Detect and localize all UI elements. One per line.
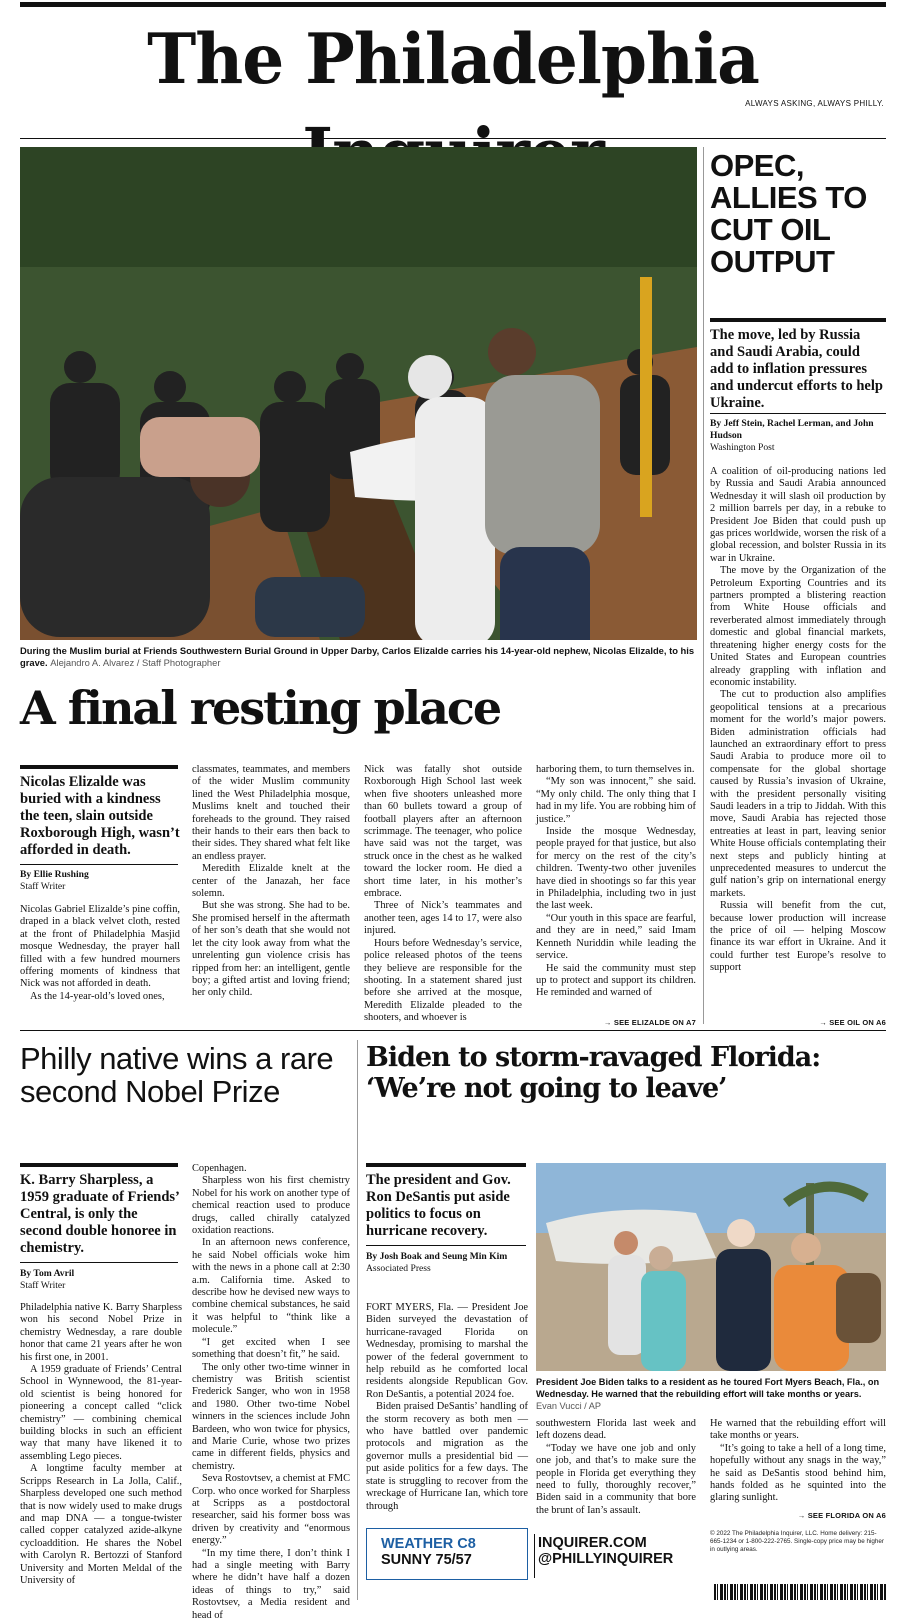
nobel-col1-p1: Philadelphia native K. Barry Sharpless won his second Nobel Prize in chemistry Wednesday, a rare double honor that came 21 years after he won his first one, in 2001. xyxy=(20,1302,182,1363)
lead-col1-p1: Nicolas Gabriel Elizalde’s pine coffin, draped in a black velvet cloth, rested at the front of Philadelphia Masjid mosque Wednesday, the prayer hall filled with a few hundred mourners offering moments of kindness that Nick was not afforded in death. xyxy=(20,904,180,990)
opec-byline-names: By Jeff Stein, Rachel Lerman, and John Hudson xyxy=(710,418,874,441)
nobel-col1-p3: A longtime faculty member at Scripps Research in La Jolla, Calif., Sharpless developed one such method that is now widely used to make drugs and map DNA — a tongue-twister called copper catalyzed azide-alkyne cycloaddition. He shares the Nobel with Carolyn R. Bertozzi of Stanford University and Morten Meldal of the University of xyxy=(20,1463,182,1586)
website-link[interactable]: INQUIRER.COM xyxy=(538,1535,647,1551)
nobel-byline-org: Staff Writer xyxy=(20,1280,66,1291)
masthead-title: The Philadelphia xyxy=(147,18,759,100)
lead-body-col1 xyxy=(20,904,180,1003)
masthead-rule xyxy=(20,138,886,139)
masthead-tagline: ALWAYS ASKING, ALWAYS PHILLY. xyxy=(745,99,884,108)
top-rule xyxy=(20,2,886,7)
biden-body-col2 xyxy=(536,1418,696,1517)
lead-col4-p5: He said the community must step up to protect and support its children. He reminded and warned of xyxy=(536,962,696,999)
lead-col4-p3: Inside the mosque Wednesday, people prayed for that justice, but also for mercy on the rest of the city’s children. Twenty-two other juveniles have died in shootings so far this year in Philadelphia, including two in just the last week. xyxy=(536,826,696,912)
nobel-col2-p4: “I get excited when I see something that doesn’t fit,” he said. xyxy=(192,1336,350,1361)
nobel-col2-p5: The only other two-time winner in chemistry was British scientist Frederick Sanger, who won in 1958 and 1980. Other two-time Nobel winners in the sciences include John Bardeen, who won twice for physics, and Marie Curie, whose two prizes came in different fields, physics and chemistry. xyxy=(192,1361,350,1472)
lead-caption-text: During the Muslim burial at Friends Southwestern Burial Ground in Upper Darby, Carlos Elizalde carries his 14-year-old nephew, Nicolas Elizalde, to his grave. xyxy=(20,645,695,668)
footer-divider xyxy=(534,1534,535,1578)
bottom-column-divider xyxy=(357,1040,358,1600)
opec-deck: The move, led by Russia and Saudi Arabia, could add to inflation pressures and undercut efforts to help Ukraine. xyxy=(710,327,883,411)
opec-jump-text: SEE OIL ON A6 xyxy=(829,1018,886,1027)
nobel-deck-rule-bottom xyxy=(20,1262,178,1263)
lead-col4-p4: “Our youth in this space are fearful, and they are in need,” said Imam Kenneth Nuriddin while leading the service. xyxy=(536,912,696,962)
lead-col4-p1: harboring them, to turn themselves in. xyxy=(536,764,695,775)
lead-body-col4 xyxy=(536,764,696,1000)
nobel-deck: K. Barry Sharpless, a 1959 graduate of Friends’ Central, is only the second double honoree in chemistry. xyxy=(20,1172,179,1256)
weather-box[interactable] xyxy=(366,1528,528,1580)
lead-col3-p1: Nick was fatally shot outside Roxborough High School last week when five shooters unleashed more than 60 bullets toward a group of football players after an afternoon scrimmage. The teenager, who police have said was not the target, was struck once in the chest as he walked toward the locker room. He died a short time later, in his mother’s embrace. xyxy=(364,764,522,900)
lead-jump-text: SEE ELIZALDE ON A7 xyxy=(613,1018,696,1027)
weather-value: SUNNY 75/57 xyxy=(381,1552,472,1568)
lead-deck-rule xyxy=(20,765,178,769)
lead-body-col2 xyxy=(192,764,350,1000)
biden-caption-text: President Joe Biden talks to a resident as he toured Fort Myers Beach, Fla., on Wednesday. He warned that the rebuilding effort will take months or years. xyxy=(536,1377,880,1399)
lead-byline-name: By Ellie Rushing xyxy=(20,869,89,880)
biden-col1-p1: FORT MYERS, Fla. — President Joe Biden surveyed the devastation of hurricane-ravaged Florida on Wednesday, promising to marshal the power of the federal government to help rebuild as he comforted local residents alongside Republican Gov. Ron DeSantis, a potential 2024 foe. xyxy=(366,1302,528,1400)
opec-p4: Russia will benefit from the cut, because lower production will increase the price of oil — helping Moscow finance its war effort in Ukraine. And it could further test Europe’s resolve to support xyxy=(710,900,886,974)
nobel-body-col1 xyxy=(20,1302,182,1587)
nobel-col2-p2: Sharpless won his first chemistry Nobel for his work on another type of chemical reaction used to produce drugs, called chirally catalyzed oxidation reactions. xyxy=(192,1175,350,1237)
biden-deck-rule-bottom xyxy=(366,1245,526,1246)
lead-col4-p2: “My son was innocent,” she said. “My only child. The only thing that I had in my life. You are robbing him of justice.” xyxy=(536,776,696,825)
lead-col3-p3: Hours before Wednesday’s service, police released photos of the teens they believe are responsible for the shooting. In a statement shared just before she arrived at the mosque, Meredith Elizalde pleaded to the shooters, and whoever is xyxy=(364,937,522,1024)
lead-deck-rule-bottom xyxy=(20,864,178,865)
biden-photo-credit: Evan Vucci / AP xyxy=(536,1401,602,1411)
biden-deck: The president and Gov. Ron DeSantis put aside politics to focus on hurricane recovery. xyxy=(366,1172,511,1239)
opec-byline xyxy=(710,418,886,454)
nobel-byline xyxy=(20,1268,180,1292)
biden-col3-p2: “It’s going to take a hell of a long time, hopefully without any snags in the way,” he said as DeSantis stood behind him, hands folded as he squinted into the glaring sunlight. xyxy=(710,1442,886,1504)
opec-headline: OPEC, ALLIES TO CUT OIL OUTPUT xyxy=(710,148,867,279)
opec-p1: A coalition of oil-producing nations led by Russia and Saudi Arabia announced Wednesday it will slash oil production by 2 million barrels per day, in a rebuke to President Joe Biden that could push up gas prices worldwide, worsen the risk of a global recession, and bolster Russia in its war in Ukraine. xyxy=(710,466,886,564)
biden-jump[interactable]: → SEE FLORIDA ON A6 xyxy=(797,1511,886,1520)
biden-byline-names: By Josh Boak and Seung Min Kim xyxy=(366,1251,508,1262)
lead-headline: A final resting place xyxy=(20,681,501,735)
lead-col3-p2: Three of Nick’s teammates and another teen, ages 14 to 17, were also injured. xyxy=(364,900,522,937)
biden-byline xyxy=(366,1251,528,1275)
biden-photo xyxy=(536,1163,886,1371)
lead-col2-p2: Meredith Elizalde knelt at the center of the Janazah, her face solemn. xyxy=(192,863,350,900)
weather-label: WEATHER C8 xyxy=(381,1536,476,1552)
lead-body-col3 xyxy=(364,764,522,1025)
biden-body-col3 xyxy=(710,1418,886,1505)
biden-col2-p2: “Today we have one job and only one job, and that’s to make sure the people in Florida get everything they need to fully, thoroughly recover,” Biden said in a community that bore the brunt of Ian’s assault. xyxy=(536,1442,696,1516)
lead-col2-p1: classmates, teammates, and members of the wider Muslim community lined the West Philadelphia mosque, Muslims knelt and touched their foreheads to the ground. They raised their hands to their ears then back to their sides. They shared what felt like an endless prayer. xyxy=(192,764,350,862)
lead-photo xyxy=(20,147,697,640)
lead-col2-p3: But she was strong. She had to be. She promised herself in the aftermath of her son’s death that she would not let the city look away from what the unrelenting gun violence crisis has ripped from her: an intelligent, gentle boy; a gifted artist and loving friend; her only child. xyxy=(192,900,350,999)
lead-deck: Nicolas Elizalde was buried with a kindness the teen, slain outside Roxborough High, wasn’t afforded in death. xyxy=(20,774,180,858)
biden-col1-p2: Biden praised DeSantis’ handling of the storm recovery as both men — who have battled over pandemic protocols and migration as the governor mulls a presidential bid — put aside politics for a few days. The state is struggling to recover from the wreckage of Hurricane Ian, which tore through xyxy=(366,1401,528,1512)
biden-byline-org: Associated Press xyxy=(366,1263,431,1274)
lead-jump[interactable]: → SEE ELIZALDE ON A7 xyxy=(603,1018,696,1027)
opec-p2: The move by the Organization of the Petroleum Exporting Countries and its partners prompted a blistering reaction from White House officials and reverberated almost immediately through domestic and global financial markets, threatening higher energy costs for the United States and European countries already grappling with inflation and economic instability. xyxy=(710,565,886,688)
lead-byline xyxy=(20,869,180,893)
lead-photo-caption xyxy=(20,645,697,669)
nobel-byline-name: By Tom Avril xyxy=(20,1268,75,1279)
nobel-col2-p1: Copenhagen. xyxy=(192,1163,247,1174)
opec-deck-rule-bottom xyxy=(710,413,886,414)
copyright-notice: © 2022 The Philadelphia Inquirer, LLC. Home delivery: 215-665-1234 or 1-800-222-2765. Single-copy price may be higher in outlying areas. xyxy=(710,1530,884,1553)
nobel-col2-p6: Seva Rostovtsev, a chemist at FMC Corp. who once worked for Sharpless at Scripps as a postdoctoral researcher, said his former boss was driven by creativity and “enormous energy.” xyxy=(192,1473,350,1547)
opec-byline-org: Washington Post xyxy=(710,442,775,453)
opec-p3: The cut to production also amplifies geopolitical tensions at a precarious moment for the world’s major powers. Biden administration officials had launched an extraordinary effort to press Saudi Arabia to produce more oil to compensate for the global shortage caused by Russia’s invasion of Ukraine, with the president personally visiting Saudi leaders in a trip to Jiddah. With this move, Saudi Arabia has rejected those entreaties at least in part, leaving senior White House officials contemplating their next steps and publicly hinting at unprecedented measures to undercut the gulf nation’s grip on international energy markets. xyxy=(710,689,886,899)
nobel-col2-p7: “In my time there, I don’t think I had a single meeting with Barry where he didn’t have half a dozen ideas of things to try,” said Rostovtsev, a Media resident and head of xyxy=(192,1547,350,1621)
nobel-col2-p3: In an afternoon news conference, he said Nobel officials woke him with the news in a phone call at 2:30 a.m. California time. Asked to describe how he devised new ways to combine chemical substances, he said it was helpful to “think like a molecule.” xyxy=(192,1237,350,1336)
mid-rule xyxy=(20,1030,886,1031)
lead-col1-p2: As the 14-year-old’s loved ones, xyxy=(30,990,165,1002)
opec-column-divider xyxy=(703,147,704,1024)
lead-photo-credit: Alejandro A. Alvarez / Staff Photographer xyxy=(50,657,221,668)
social-handle[interactable]: @PHILLYINQUIRER xyxy=(538,1551,674,1567)
biden-col3-p1: He warned that the rebuilding effort will take months or years. xyxy=(710,1418,886,1442)
nobel-headline: Philly native wins a rare second Nobel Prize xyxy=(20,1041,334,1109)
barcode xyxy=(714,1584,886,1600)
web-box[interactable] xyxy=(538,1535,703,1567)
biden-col2-p1: southwestern Florida last week and left dozens dead. xyxy=(536,1418,696,1442)
biden-headline: Biden to storm-ravaged Florida: ‘We’re not going to leave’ xyxy=(366,1042,821,1104)
biden-jump-text: SEE FLORIDA ON A6 xyxy=(807,1511,886,1520)
nobel-deck-rule xyxy=(20,1163,178,1167)
opec-jump[interactable]: → SEE OIL ON A6 xyxy=(819,1018,886,1027)
biden-body-col1 xyxy=(366,1302,528,1513)
biden-photo-caption xyxy=(536,1376,881,1412)
nobel-body-col2 xyxy=(192,1163,350,1622)
nobel-col1-p2: A 1959 graduate of Friends’ Central School in Wynnewood, the 81-year-old scientist is being honored for pioneering a concept called “click chemistry” — combining chemical building blocks in such an efficient way that many have likened it to assembling Lego pieces. xyxy=(20,1364,182,1462)
opec-deck-rule xyxy=(710,318,886,322)
opec-body xyxy=(710,466,886,975)
lead-byline-org: Staff Writer xyxy=(20,881,66,892)
biden-deck-rule xyxy=(366,1163,526,1167)
